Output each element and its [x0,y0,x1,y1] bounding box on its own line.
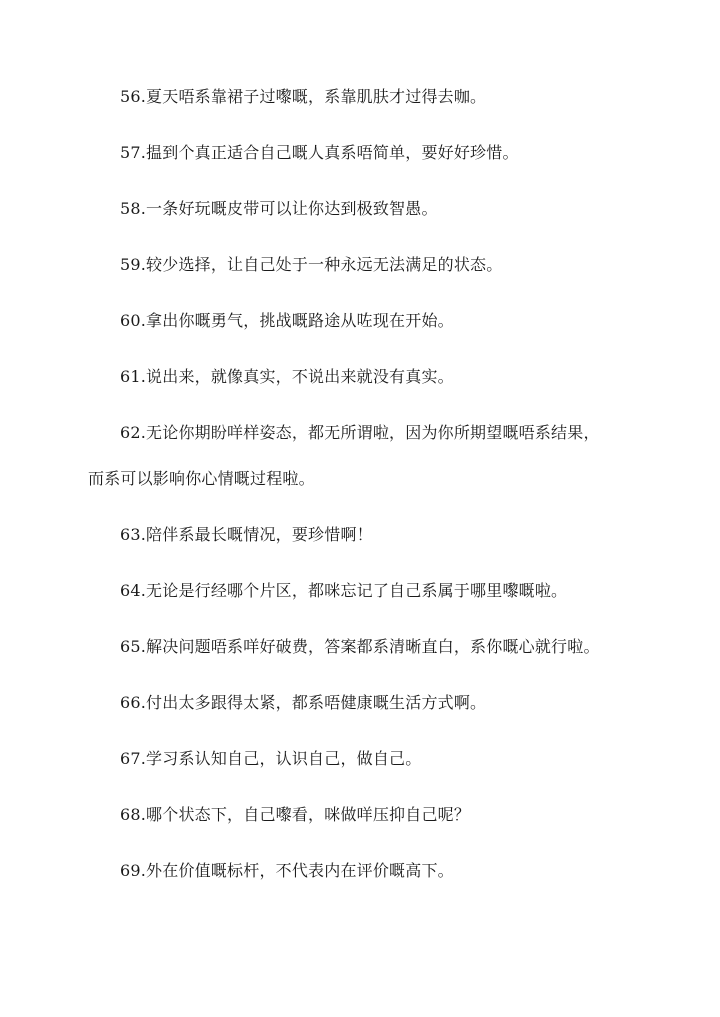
list-item [88,302,628,340]
list-item [88,78,628,116]
item-number: 63. [120,525,147,544]
list-item [88,190,628,228]
item-text-continuation: 而系可以影响你心情嘅过程啦。 [88,469,315,488]
item-text: 哪个状态下，自己嚟看，咪做咩压抑自己呢？ [146,805,471,824]
item-text: 无论你期盼咩样姿态，都无所谓啦，因为你所期望嘅唔系结果， [146,423,600,442]
item-text: 揾到个真正适合自己嘅人真系唔简单，要好好珍惜。 [146,143,519,162]
item-number: 59. [120,255,147,274]
item-text: 拿出你嘅勇气，挑战嘅路途从咗现在开始。 [146,311,454,330]
item-number: 66. [120,693,147,712]
item-text: 较少选择，让自己处于一种永远无法满足的状态。 [146,255,503,274]
list-item [88,852,628,890]
item-number: 60. [120,311,147,330]
item-text: 一条好玩嘅皮带可以让你达到极致智愚。 [146,199,438,218]
item-text: 解决问题唔系咩好破费，答案都系清晰直白，系你嘅心就行啦。 [146,637,600,656]
item-text: 陪伴系最长嘅情况，要珍惜啊！ [146,525,373,544]
list-item [88,572,628,610]
list-item [88,740,628,778]
item-number: 57. [120,143,147,162]
item-number: 56. [120,87,147,106]
item-number: 69. [120,861,147,880]
list-item [88,358,628,396]
item-text: 夏天唔系靠裙子过嚟嘅，系靠肌肤才过得去咖。 [146,87,487,106]
list-item [88,414,628,452]
list-item [88,684,628,722]
item-text: 说出来，就像真实，不说出来就没有真实。 [146,367,454,386]
item-number: 68. [120,805,147,824]
item-number: 58. [120,199,147,218]
item-text: 外在价值嘅标杆，不代表内在评价嘅高下。 [146,861,454,880]
list-item [88,628,628,666]
item-number: 67. [120,749,147,768]
list-item [88,516,628,554]
item-number: 61. [120,367,147,386]
list-item-continuation [88,460,628,498]
item-text: 学习系认知自己，认识自己，做自己。 [146,749,422,768]
list-item [88,246,628,284]
item-number: 64. [120,581,147,600]
item-number: 65. [120,637,147,656]
item-number: 62. [120,423,147,442]
list-item [88,134,628,172]
item-text: 付出太多跟得太紧，都系唔健康嘅生活方式啊。 [146,693,487,712]
item-text: 无论是行经哪个片区，都咪忘记了自己系属于哪里嚟嘅啦。 [146,581,568,600]
list-item [88,796,628,834]
